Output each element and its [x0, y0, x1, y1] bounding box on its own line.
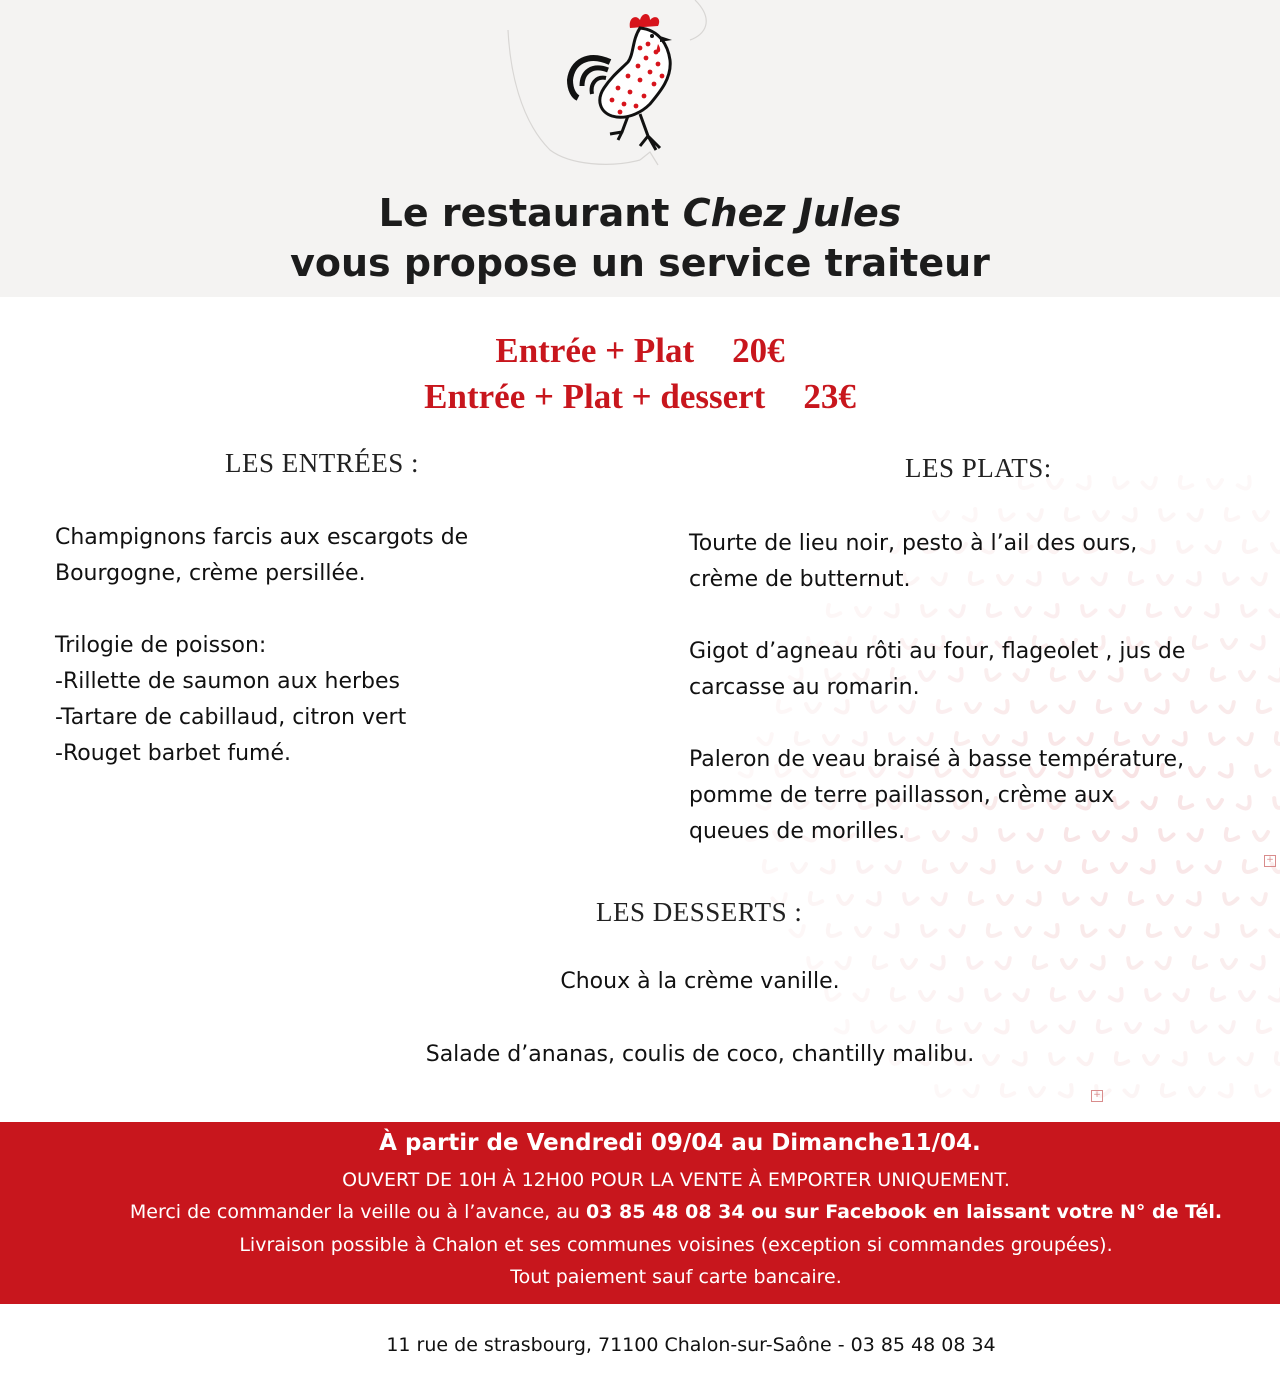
price-value: 23€ — [803, 377, 856, 416]
dessert-item: Choux à la crème vanille. — [560, 969, 840, 994]
menu-line: -Rillette de saumon aux herbes — [55, 669, 401, 694]
price-label: Entrée + Plat — [495, 331, 695, 370]
restaurant-name: Chez Jules — [682, 191, 902, 235]
banner-order — [0, 1201, 1280, 1223]
price-row — [0, 328, 1280, 374]
menu-line: Champignons farcis aux escargots de — [55, 525, 469, 550]
entrees-title: LES ENTRÉES : — [225, 448, 419, 478]
rooster-logo-icon — [500, 0, 720, 170]
price-row — [0, 374, 1280, 420]
expand-icon: + — [1091, 1090, 1103, 1102]
menu-item — [55, 520, 615, 592]
order-contact: 03 85 48 08 34 ou sur Facebook en laissant votre N° de Tél. — [585, 1201, 1223, 1223]
expand-icon: + — [1264, 855, 1276, 867]
header — [0, 0, 1280, 297]
page-title — [0, 188, 1280, 288]
menu-line: queues de morilles. — [689, 819, 906, 844]
desserts-title: LES DESSERTS : — [596, 897, 803, 927]
menu-line: Tourte de lieu noir, pesto à l’ail des ours, — [689, 531, 1138, 556]
title-prefix: Le restaurant — [378, 191, 683, 235]
menu-line: Gigot d’agneau rôti au four, flageolet , jus de — [689, 639, 1186, 664]
menu-item — [689, 742, 1269, 850]
info-banner — [0, 1122, 1280, 1304]
entrees-list — [55, 520, 615, 772]
menu-line: Paleron de veau braisé à basse température, — [689, 747, 1185, 772]
banner-dates: À partir de Vendredi 09/04 au Dimanche11/04. — [379, 1130, 981, 1156]
price-value: 20€ — [732, 331, 785, 370]
menu-line: Bourgogne, crème persillée. — [55, 561, 366, 586]
menu-line: crème de butternut. — [689, 567, 911, 592]
banner-delivery: Livraison possible à Chalon et ses communes voisines (exception si commandes groupées). — [239, 1234, 1113, 1256]
footer-address: 11 rue de strasbourg, 71100 Chalon-sur-Saône - 03 85 48 08 34 — [386, 1334, 996, 1356]
price-label: Entrée + Plat + dessert — [424, 377, 766, 416]
menu-item — [689, 526, 1269, 598]
menu-line: -Tartare de cabillaud, citron vert — [55, 705, 407, 730]
dessert-item: Salade d’ananas, coulis de coco, chantilly malibu. — [425, 1042, 975, 1067]
plats-list — [689, 526, 1269, 850]
menu-line: Trilogie de poisson: — [55, 633, 267, 658]
plats-title: LES PLATS: — [905, 453, 1052, 483]
menu-line: -Rouget barbet fumé. — [55, 741, 292, 766]
price-list — [0, 328, 1280, 420]
banner-payment: Tout paiement sauf carte bancaire. — [510, 1266, 842, 1288]
menu-line: pomme de terre paillasson, crème aux — [689, 783, 1115, 808]
menu-item — [55, 628, 615, 772]
menu-line: carcasse au romarin. — [689, 675, 920, 700]
menu-item — [689, 634, 1269, 706]
page-subtitle: vous propose un service traiteur — [290, 241, 990, 285]
order-text: Merci de commander la veille ou à l’avance, au — [129, 1201, 586, 1223]
banner-hours: OUVERT DE 10H À 12H00 POUR LA VENTE À EMPORTER UNIQUEMENT. — [342, 1169, 1010, 1191]
